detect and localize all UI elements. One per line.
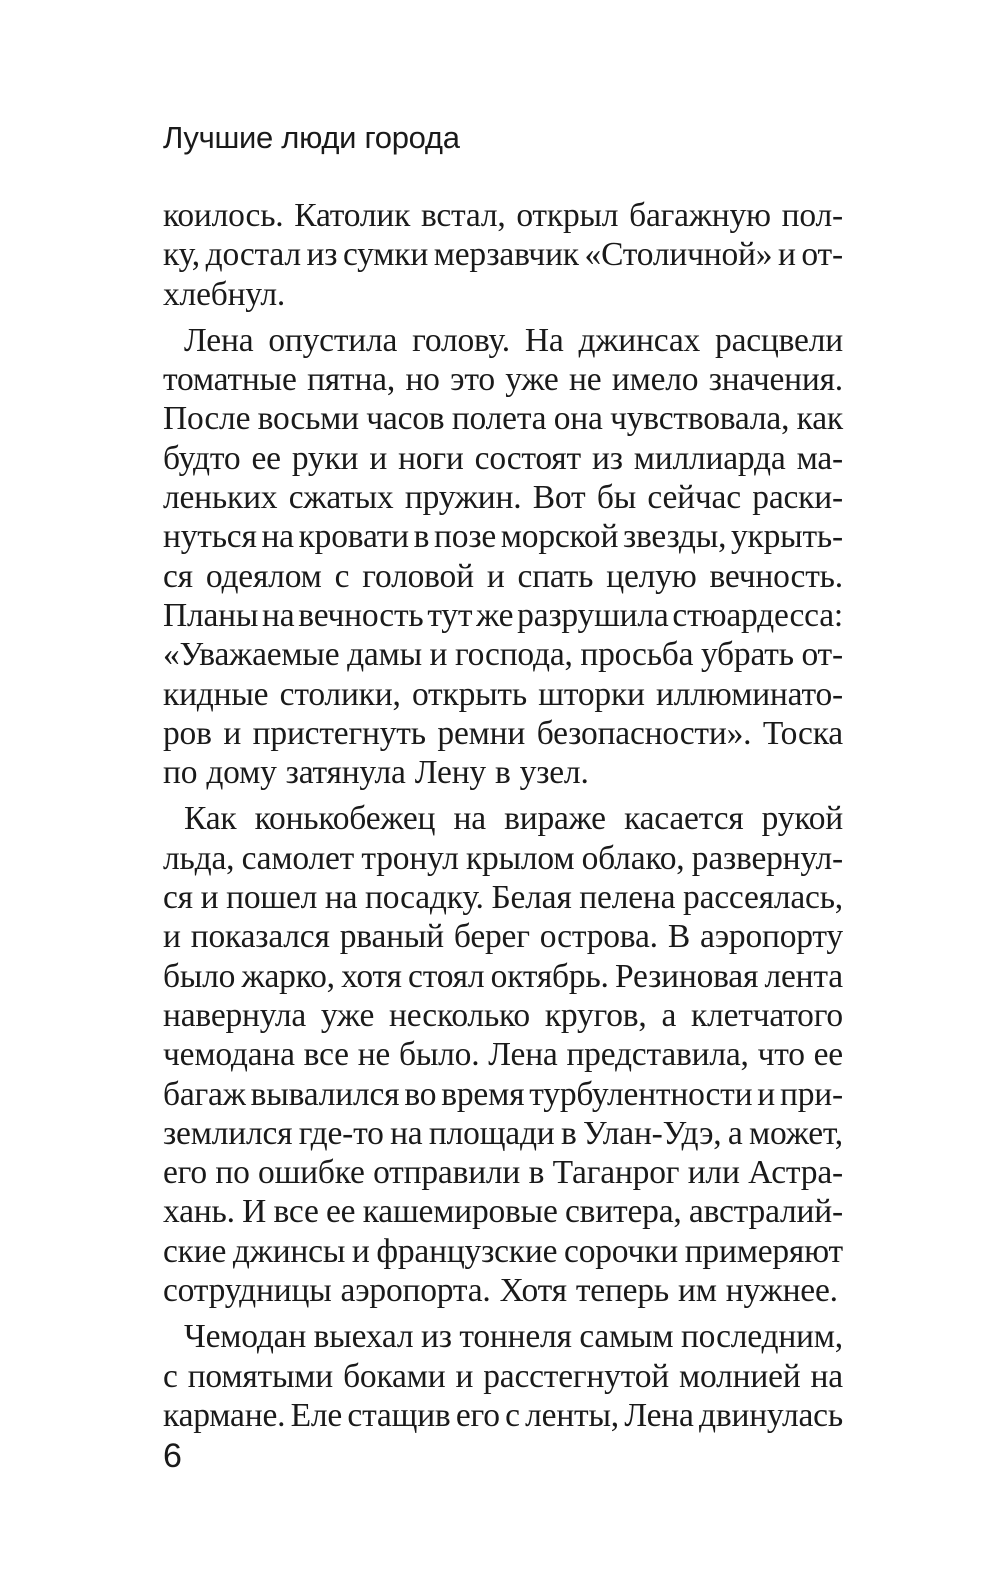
text-line: томатные пятна, но это уже не имело значения. [163,361,843,399]
text-line: с помятыми боками и расстегнутой молнией на [163,1357,843,1395]
text-line: Как конькобежец на вираже касается рукой [184,800,843,838]
text-line: ся и пошел на посадку. Белая пелена рассеялась, [163,879,843,917]
text-line: Планы на вечность тут же разрушила стюардесса: [163,596,843,634]
text-line: и показался рваный берег острова. В аэропорту [163,918,843,956]
text-line: льда, самолет тронул крылом облако, развернул- [163,839,843,877]
paragraph-gap [163,314,843,321]
text-line: сотрудницы аэропорта. Хотя теперь им нужнее. [163,1272,838,1310]
running-head: Лучшие люди города [163,120,460,155]
text-line: будто ее руки и ноги состоят из миллиарда ма- [163,439,843,477]
text-line: Чемодан выехал из тоннеля самым последним, [184,1318,843,1356]
text-line: было жарко, хотя стоял октябрь. Резиновая лента [163,957,843,995]
text-line: чемодана все не было. Лена представила, что ее [163,1036,843,1074]
text-line: ров и пристегнуть ремни безопасности». Тоска [163,714,843,752]
text-line: хлебнул. [163,275,286,313]
text-line: навернула уже несколько кругов, а клетчатого [163,996,843,1034]
text-line: ские джинсы и французские сорочки примеряют [163,1232,843,1270]
paragraph [163,1317,843,1435]
text-line: хань. И все ее кашемировые свитера, австралий- [163,1193,843,1231]
body-text [163,196,843,1435]
text-line: кармане. Еле стащив его с ленты, Лена двинулась [163,1396,843,1434]
text-line: нуться на кровати в позе морской звезды, укрыть- [163,518,843,556]
paragraph-gap [163,792,843,799]
text-line: леньких сжатых пружин. Вот бы сейчас раски- [163,479,843,517]
text-line: ся одеялом с головой и спать целую вечность. [163,557,843,595]
text-line: багаж вывалился во время турбулентности и при- [163,1075,843,1113]
text-line: После восьми часов полета она чувствовала, как [163,400,843,438]
text-line: коилось. Католик встал, открыл багажную пол- [163,197,843,234]
text-line: ку, достал из сумки мерзавчик «Столичной» и от- [163,236,843,274]
text-line: «Уважаемые дамы и господа, просьба убрать от- [163,636,843,674]
page-number: 6 [163,1437,182,1475]
text-line: землился где-то на площади в Улан-Удэ, а может, [163,1114,843,1152]
text-line: его по ошибке отправили в Таганрог или Астра- [163,1154,843,1192]
text-line: кидные столики, открыть шторки иллюминато- [163,675,843,713]
paragraph [163,799,843,1310]
paragraph-gap [163,1310,843,1317]
paragraph [163,196,843,314]
text-line: по дому затянула Лену в узел. [163,754,589,792]
text-line: Лена опустила голову. На джинсах расцвели [184,321,843,359]
paragraph [163,321,843,793]
